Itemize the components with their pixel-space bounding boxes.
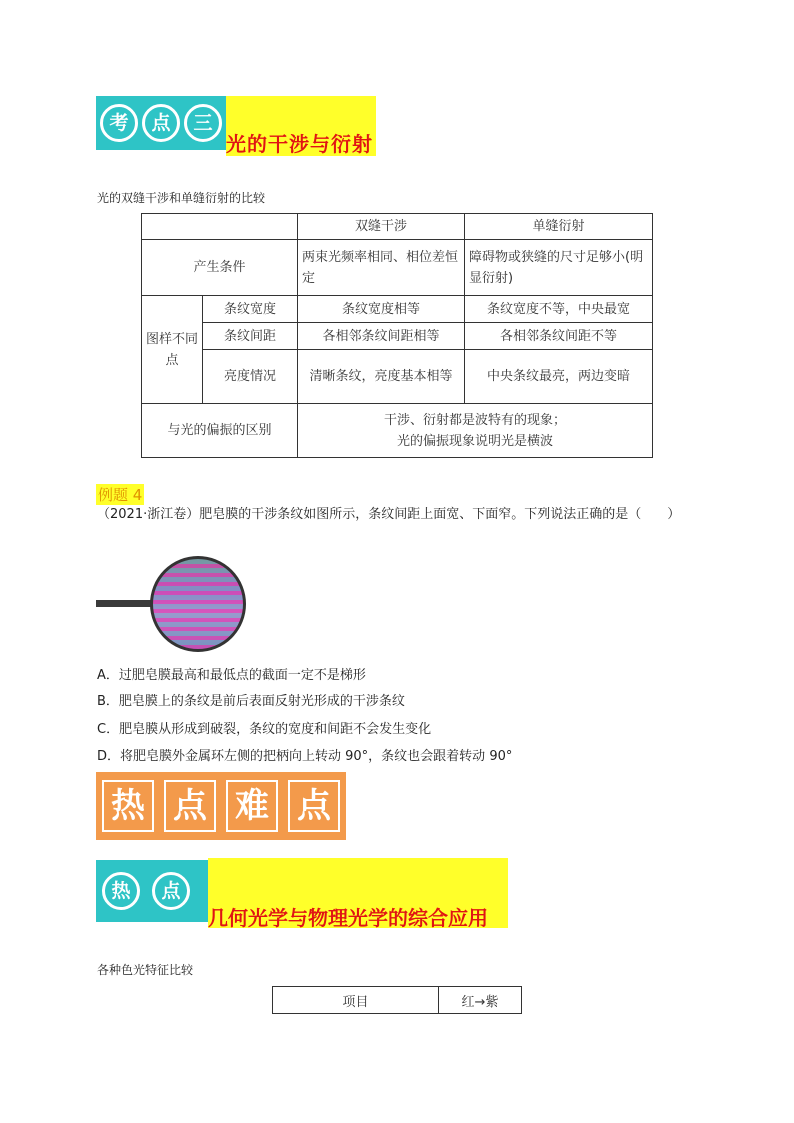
cell-single: 中央条纹最亮，两边变暗 <box>465 350 653 404</box>
option-b: B．肥皂膜上的条纹是前后表面反射光形成的干涉条纹 <box>97 694 405 709</box>
row-label: 亮度情况 <box>203 350 298 404</box>
color-light-table <box>272 986 522 1014</box>
col-header-single-slit: 单缝衍射 <box>465 214 653 240</box>
badge-char: 三 <box>184 104 222 142</box>
cell-single: 条纹宽度不等，中央最宽 <box>465 296 653 323</box>
row-label: 条纹宽度 <box>203 296 298 323</box>
col-header-red-violet: 红→紫 <box>439 987 522 1014</box>
section-badge <box>96 96 226 150</box>
cell-double: 条纹宽度相等 <box>298 296 465 323</box>
cell-condition-double: 两束光频率相同、相位差恒定 <box>298 240 465 296</box>
row-label: 条纹间距 <box>203 323 298 350</box>
table-caption: 光的双缝干涉和单缝衍射的比较 <box>97 191 266 205</box>
question-text: （2021·浙江卷）肥皂膜的干涉条纹如图所示，条纹间距上面宽、下面窄。下列说法正确的是（ ） <box>97 507 681 522</box>
example-label: 例题 4 <box>98 486 143 504</box>
badge-char: 点 <box>142 104 180 142</box>
row-label-condition: 产生条件 <box>142 240 298 296</box>
ring-handle <box>96 600 156 607</box>
col-header-double-slit: 双缝干涉 <box>298 214 465 240</box>
cell-condition-single: 障碍物或狭缝的尺寸足够小(明显衍射) <box>465 240 653 296</box>
section-badge <box>96 860 208 922</box>
polarization-line: 光的偏振现象说明光是横波 <box>396 433 553 449</box>
badge-char: 考 <box>100 104 138 142</box>
col-header-item: 项目 <box>273 987 439 1014</box>
row-label-polarization: 与光的偏振的区别 <box>142 404 298 458</box>
section-title: 光的干涉与衍射 <box>226 132 373 156</box>
cell-double: 各相邻条纹间距相等 <box>298 323 465 350</box>
option-d: D．将肥皂膜外金属环左侧的把柄向上转动 90°，条纹也会跟着转动 90° <box>97 749 513 764</box>
cell-double: 清晰条纹，亮度基本相等 <box>298 350 465 404</box>
option-a: A．过肥皂膜最高和最低点的截面一定不是梯形 <box>97 668 366 683</box>
section-title: 几何光学与物理光学的综合应用 <box>208 906 488 930</box>
badge-char: 热 <box>102 872 140 910</box>
row-group-label: 图样不同点 <box>142 296 203 404</box>
banner-char: 难 <box>226 780 278 832</box>
banner-char: 点 <box>164 780 216 832</box>
badge-char: 点 <box>152 872 190 910</box>
table-corner <box>142 214 298 240</box>
polarization-line: 干涉、衍射都是波特有的现象； <box>383 412 566 428</box>
cell-polarization <box>298 404 653 458</box>
table-caption: 各种色光特征比较 <box>97 963 194 977</box>
banner-char: 点 <box>288 780 340 832</box>
soap-film-image <box>150 556 246 652</box>
comparison-table <box>141 213 653 458</box>
cell-single: 各相邻条纹间距不等 <box>465 323 653 350</box>
banner-char: 热 <box>102 780 154 832</box>
option-c: C．肥皂膜从形成到破裂，条纹的宽度和间距不会发生变化 <box>97 722 432 737</box>
hot-point-banner <box>96 772 346 840</box>
